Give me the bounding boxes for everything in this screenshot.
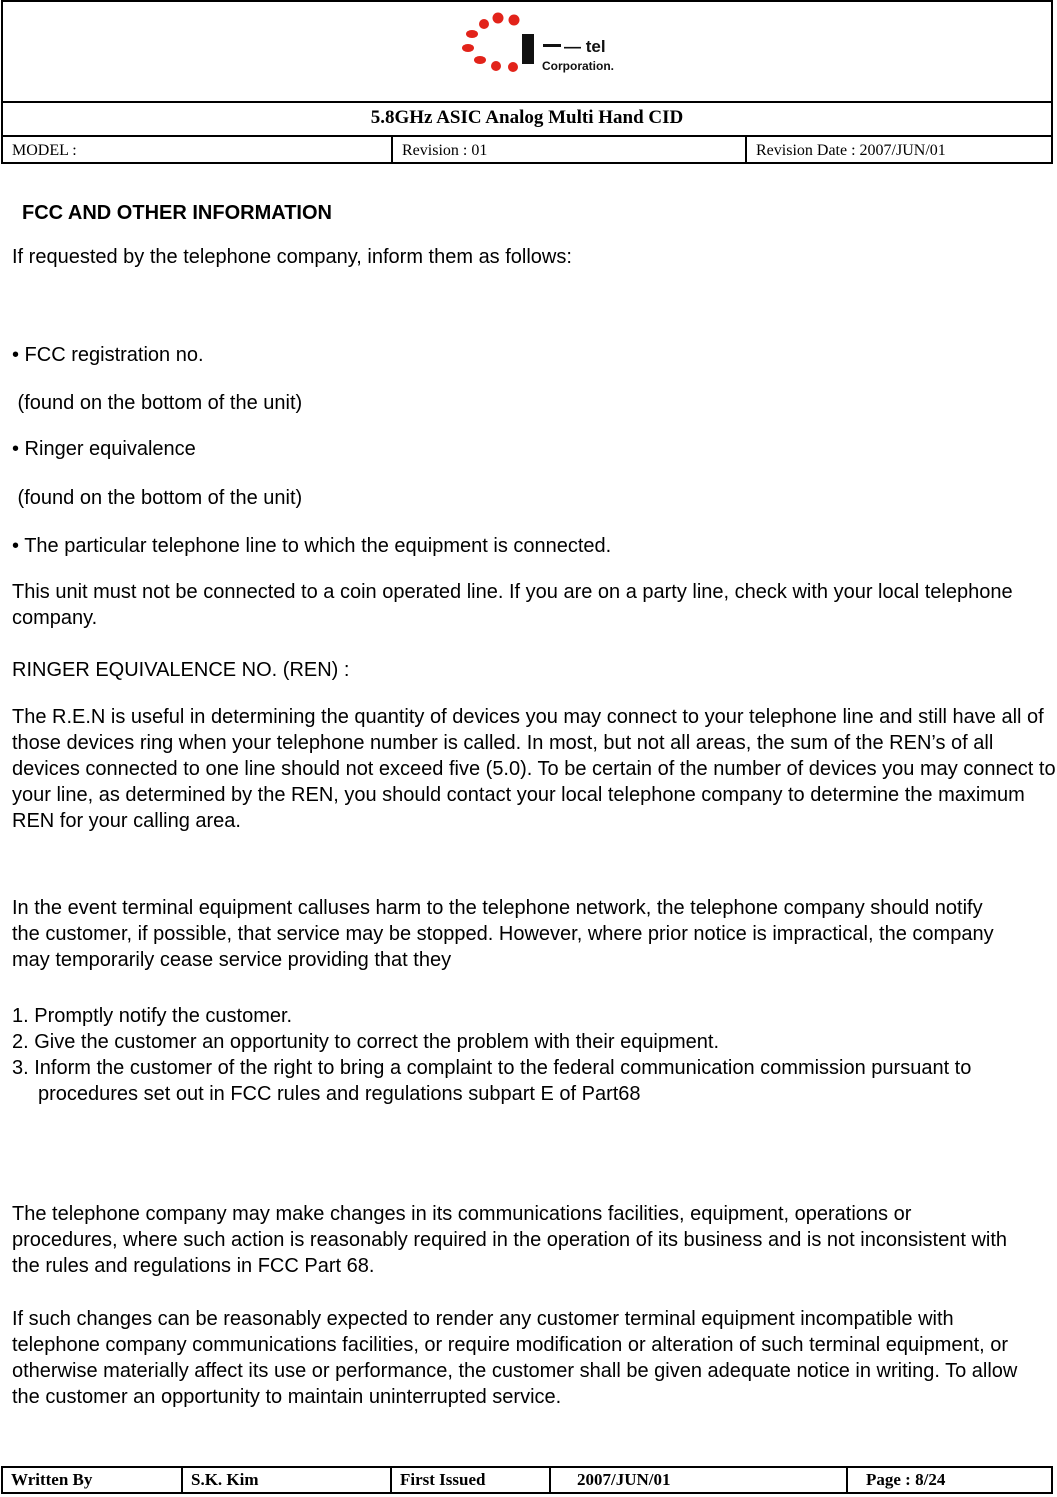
bullet-ringer-equivalence: • Ringer equivalence bbox=[12, 438, 196, 460]
written-by-label: Written By bbox=[3, 1468, 183, 1492]
list-item: 2. Give the customer an opportunity to correct the problem with their equipment. bbox=[12, 1031, 720, 1053]
svg-text:— tel: — tel bbox=[564, 37, 606, 56]
bullet-fcc-registration-note: (found on the bottom of the unit) bbox=[12, 392, 303, 414]
list-item: 3. Inform the customer of the right to bring a complaint to the federal communication commission pursuant to procedures set out in FCC rules and regulations subpart E of Part68 bbox=[12, 1057, 972, 1105]
svg-text:Corporation.: Corporation. bbox=[542, 59, 614, 73]
list-item: 1. Promptly notify the customer. bbox=[12, 1005, 293, 1027]
revision-label: Revision : 01 bbox=[393, 137, 747, 164]
revision-date: Revision Date : 2007/JUN/01 bbox=[756, 142, 946, 159]
coin-line-paragraph: This unit must not be connected to a coin operated line. If you are on a party line, check with your local telephone company. bbox=[12, 581, 1013, 629]
intro-text: If requested by the telephone company, inform them as follows: bbox=[12, 246, 572, 268]
issue-date: 2007/JUN/01 bbox=[551, 1468, 848, 1492]
document-header bbox=[1, 0, 1053, 164]
bullet-fcc-registration: • FCC registration no. bbox=[12, 344, 204, 366]
ren-paragraph: The R.E.N is useful in determining the quantity of devices you may connect to your telephone line and still have all of those devices ring when your telephone number is called. In most, but not all areas, the sum of the REN’s of all devices connected to one line should not exceed five (5.0). To be certain of the number of devices you may connect to your line, as determined by the REN, you should contact your local telephone company to determine the maximum REN for your calling area. bbox=[12, 706, 1056, 832]
notice-paragraph: If such changes can be reasonably expected to render any customer terminal equipment incompatible with telephone company communications facilities, or require modification or alteration of such terminal equipment, or otherwise materially affect its use or performance, the customer shall be given adequate notice in writing. To allow the customer an opportunity to maintain uninterrupted service. bbox=[12, 1308, 1018, 1408]
section-heading: FCC AND OTHER INFORMATION bbox=[22, 202, 332, 224]
model-label: MODEL : bbox=[3, 137, 393, 164]
document-title: 5.8GHz ASIC Analog Multi Hand CID bbox=[3, 101, 1051, 137]
page-number: Page : 8/24 bbox=[866, 1470, 946, 1489]
bullet-telephone-line: • The particular telephone line to which the equipment is connected. bbox=[12, 535, 612, 557]
logo-area bbox=[3, 2, 1051, 103]
customer-rights-list bbox=[12, 1003, 1012, 1107]
author-name: S.K. Kim bbox=[183, 1468, 392, 1492]
first-issued-label: First Issued bbox=[392, 1468, 551, 1492]
facility-changes-paragraph: The telephone company may make changes in its communications facilities, equipment, operations or procedures, where such action is reasonably required in the operation of its business and is not inconsistent with the rules and regulations in FCC Part 68. bbox=[12, 1203, 1008, 1277]
bullet-ringer-equivalence-note: (found on the bottom of the unit) bbox=[12, 487, 303, 509]
meta-row bbox=[3, 137, 1051, 164]
document-footer bbox=[1, 1466, 1053, 1494]
network-harm-paragraph: In the event terminal equipment calluses harm to the telephone network, the telephone company should notify the customer, if possible, that service may be stopped. However, where prior notice is impractical, the company may temporarily cease service providing that they bbox=[12, 897, 994, 971]
ren-heading: RINGER EQUIVALENCE NO. (REN) : bbox=[12, 659, 350, 681]
itel-logo bbox=[458, 10, 638, 74]
